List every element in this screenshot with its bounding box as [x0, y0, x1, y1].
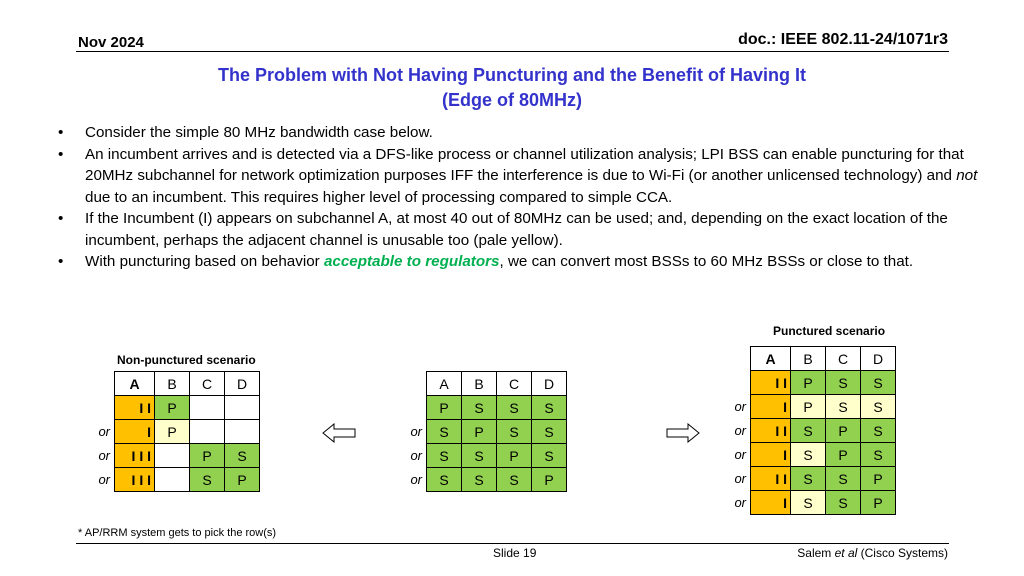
header-cell-c: C [497, 372, 532, 396]
header-date: Nov 2024 [78, 34, 144, 51]
table-row [394, 420, 567, 444]
table-row [718, 371, 896, 395]
channel-cell: S [861, 371, 896, 395]
footnote: * AP/RRM system gets to pick the row(s) [78, 527, 277, 539]
header-rule [76, 51, 949, 52]
table-row [82, 420, 260, 444]
channel-cell: S [462, 444, 497, 468]
incumbent-cell: I I [751, 467, 791, 491]
table-cell [718, 347, 751, 371]
header-cell-b: B [155, 372, 190, 396]
channel-cell: S [532, 396, 567, 420]
bullet-dot: • [58, 210, 64, 227]
bullet-highlight: acceptable to regulators [323, 253, 500, 270]
bullet-text: An incumbent arrives and is detected via a DFS-like process or channel utilization analysis; LPI BSS can enable puncturing for that 20MHz subchannel for network optimization purposes IFF the interference is due to Wi-Fi (or another unlicensed technology) and [85, 145, 964, 184]
or-label: or [410, 448, 422, 463]
incumbent-cell: I [115, 420, 155, 444]
header-cell-a: A [427, 372, 462, 396]
author-text: (Cisco Systems) [857, 546, 948, 560]
non-punctured-caption: Non-punctured scenario [117, 353, 256, 367]
channel-cell: P [791, 395, 826, 419]
header-cell-a: A [115, 372, 155, 396]
channel-cell: S [427, 444, 462, 468]
empty-cell [225, 396, 260, 420]
channel-cell: S [826, 467, 861, 491]
empty-cell [190, 396, 225, 420]
table-row [394, 444, 567, 468]
author-em: et al [834, 546, 858, 560]
bullet-item [55, 208, 990, 251]
table-cell [82, 372, 115, 396]
slide-number: Slide 19 [493, 546, 537, 560]
channel-cell: P [826, 443, 861, 467]
bullet-item [55, 251, 990, 273]
secondary-cell: S [225, 444, 260, 468]
channel-cell: S [427, 468, 462, 492]
incumbent-cell: I I I [115, 468, 155, 492]
channel-cell: P [427, 396, 462, 420]
bullet-dot: • [58, 253, 64, 270]
or-label [394, 396, 427, 420]
channel-cell: S [462, 396, 497, 420]
author-text: Salem [797, 546, 835, 560]
header-cell-b: B [791, 347, 826, 371]
channel-cell: S [791, 467, 826, 491]
table-row [718, 395, 896, 419]
channel-cell: S [532, 444, 567, 468]
channel-cell: P [826, 419, 861, 443]
channel-cell: S [427, 420, 462, 444]
channel-cell: S [826, 371, 861, 395]
non-punctured-table [82, 371, 260, 492]
secondary-cell: S [190, 468, 225, 492]
primary-cell: P [190, 444, 225, 468]
table-header-row [82, 372, 260, 396]
punctured-caption: Punctured scenario [773, 324, 886, 338]
empty-cell [225, 420, 260, 444]
channel-cell: P [532, 468, 567, 492]
channel-cell: S [497, 396, 532, 420]
incumbent-cell: I I [751, 419, 791, 443]
header-cell-d: D [225, 372, 260, 396]
table-row [718, 443, 896, 467]
or-label [718, 371, 751, 395]
channel-cell: S [532, 420, 567, 444]
channel-cell: S [791, 419, 826, 443]
bullet-text: due to an incumbent. This requires higher level of processing compared to simple CCA. [85, 188, 673, 206]
bullet-text: Consider the simple 80 MHz bandwidth case below. [85, 124, 433, 141]
bullet-text: With puncturing based on behavior [85, 253, 324, 270]
bullet-text: If the Incumbent (I) appears on subchannel A, at most 40 out of 80MHz can be used; and, depending on the exact location of the incumbent, perhaps the adjacent channel is unusable too (pale yellow). [85, 210, 948, 249]
empty-cell [155, 444, 190, 468]
header-cell-d: D [861, 347, 896, 371]
table-header-row [394, 372, 567, 396]
table-row [82, 396, 260, 420]
channel-cell: S [826, 395, 861, 419]
slide-title-line1: The Problem with Not Having Puncturing and the Benefit of Having It [217, 65, 806, 85]
table-cell [394, 372, 427, 396]
baseline-table [394, 371, 567, 492]
bullet-item [55, 122, 990, 144]
incumbent-cell: I [751, 395, 791, 419]
channel-cell: S [791, 443, 826, 467]
incumbent-cell: I [751, 443, 791, 467]
bullet-dot: • [58, 145, 64, 163]
header-doc-id: doc.: IEEE 802.11-24/1071r3 [738, 31, 948, 48]
table-row [82, 468, 260, 492]
channel-cell: P [462, 420, 497, 444]
header-cell-b: B [462, 372, 497, 396]
or-label: or [410, 424, 422, 439]
header-cell-c: C [190, 372, 225, 396]
table-row [718, 419, 896, 443]
channel-cell: S [861, 419, 896, 443]
primary-cell: P [225, 468, 260, 492]
right-arrow-icon [666, 423, 700, 443]
or-label: or [734, 423, 746, 438]
bullet-item [55, 144, 990, 209]
incumbent-cell: I I [751, 371, 791, 395]
primary-cell: P [155, 420, 190, 444]
bullet-emphasis: not [956, 167, 978, 184]
channel-cell: S [791, 491, 826, 515]
table-row [718, 467, 896, 491]
left-arrow-icon [322, 423, 356, 443]
header-cell-c: C [826, 347, 861, 371]
channel-cell: P [861, 491, 896, 515]
header-cell-d: D [532, 372, 567, 396]
punctured-table [718, 346, 896, 515]
or-label: or [734, 447, 746, 462]
table-row [394, 396, 567, 420]
channel-cell: S [861, 395, 896, 419]
or-label: or [98, 424, 110, 439]
incumbent-cell: I I I [115, 444, 155, 468]
header-cell-a: A [751, 347, 791, 371]
or-label: or [734, 399, 746, 414]
footer-author [797, 546, 948, 560]
table-row [718, 491, 896, 515]
channel-cell: S [861, 443, 896, 467]
table-row [394, 468, 567, 492]
incumbent-cell: I I [115, 396, 155, 420]
channel-cell: P [497, 444, 532, 468]
bullet-dot: • [58, 124, 64, 141]
footer-rule [76, 543, 949, 544]
incumbent-cell: I [751, 491, 791, 515]
channel-cell: S [462, 468, 497, 492]
bullet-list [55, 122, 990, 273]
bullet-text: , we can convert most BSSs to 60 MHz BSSs or close to that. [499, 253, 914, 270]
primary-cell: P [155, 396, 190, 420]
empty-cell [190, 420, 225, 444]
channel-cell: S [497, 468, 532, 492]
empty-cell [155, 468, 190, 492]
channel-cell: P [791, 371, 826, 395]
or-label [82, 396, 115, 420]
or-label: or [410, 472, 422, 487]
channel-cell: P [861, 467, 896, 491]
channel-cell: S [826, 491, 861, 515]
or-label: or [734, 471, 746, 486]
or-label: or [98, 472, 110, 487]
channel-cell: S [497, 420, 532, 444]
or-label: or [734, 495, 746, 510]
table-header-row [718, 347, 896, 371]
table-row [82, 444, 260, 468]
slide-title-line2: (Edge of 80MHz) [441, 90, 582, 110]
or-label: or [98, 448, 110, 463]
